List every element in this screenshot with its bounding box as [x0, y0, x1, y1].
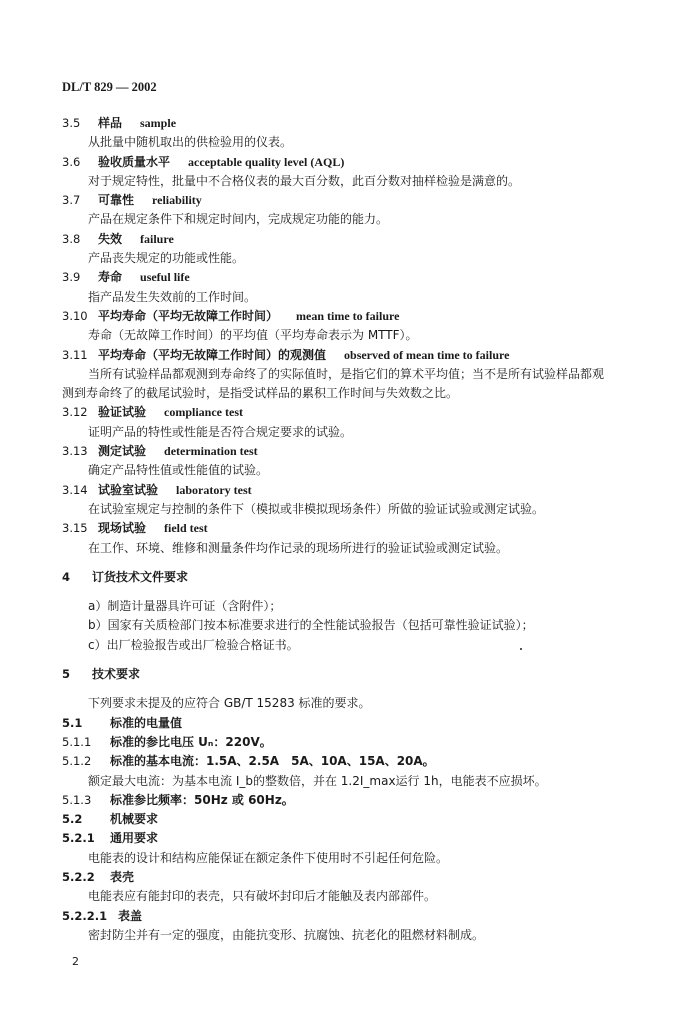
term-english: mean time to failure: [296, 308, 400, 323]
term-number: 3.12: [62, 405, 88, 420]
definition-text: 在试验室规定与控制的条件下（模拟或非模拟现场条件）所做的验证试验或测定试验。: [88, 501, 545, 516]
term-number: 3.14: [62, 482, 88, 497]
term-english: laboratory test: [176, 482, 252, 497]
definition-text: 寿命（无故障工作时间）的平均值（平均寿命表示为 MTTF）。: [88, 328, 418, 343]
term-chinese: 可靠性: [98, 193, 135, 208]
term-chinese: 寿命: [98, 270, 123, 285]
definition-text: 测到寿命终了的截尾试验时，是指受试样品的累积工作时间与失效数之比。: [62, 386, 459, 401]
term-chinese: 样品: [98, 116, 123, 130]
clause-number: 5.2: [62, 812, 83, 827]
list-item: b）国家有关质检部门按本标准要求进行的全性能试验报告（包括可靠性验证试验）；: [88, 618, 534, 633]
clause-text: 标准的参比电压 Uₙ：220V。: [110, 734, 272, 749]
clause-heading: [62, 907, 662, 926]
clause-number: 5.2.2.1: [62, 908, 108, 923]
section-3-definitions: [62, 114, 662, 558]
clause-number: 5.1: [62, 715, 83, 730]
term-number: 3.7: [62, 193, 81, 208]
definition-text: 证明产品的特性或性能是否符合规定要求的试验。: [88, 424, 353, 439]
definition-term: [62, 191, 662, 210]
definition-term: [62, 230, 662, 249]
definition-text: 产品在规定条件下和规定时间内，完成规定功能的能力。: [88, 212, 389, 227]
term-chinese: 平均寿命（平均无故障工作时间）的观测值: [98, 347, 327, 362]
clause-line: [62, 752, 662, 771]
term-english: failure: [140, 231, 174, 246]
term-number: 3.5: [62, 116, 81, 130]
term-english: acceptable quality level (AQL): [188, 154, 345, 169]
term-number: 3.11: [62, 347, 88, 362]
clause-number: 5.2.2: [62, 869, 95, 884]
document-code: DL/T 829 — 2002: [62, 80, 157, 94]
term-chinese: 试验室试验: [98, 482, 159, 497]
section-4-heading: [62, 568, 662, 587]
clause-title: 表盖: [118, 908, 143, 923]
term-number: 3.13: [62, 444, 88, 459]
definition-term: [62, 153, 662, 172]
term-number: 3.15: [62, 521, 88, 536]
term-english: sample: [140, 116, 177, 130]
section-title: 订货技术文件要求: [92, 569, 189, 584]
definition-text: 对于规定特性，批量中不合格仪表的最大百分数，此百分数对抽样检验是满意的。: [88, 173, 521, 188]
clause-number: 5.1.2: [62, 754, 92, 769]
clause-heading: [62, 810, 662, 829]
clause-title: 表壳: [110, 869, 135, 884]
clause-title: 机械要求: [110, 812, 159, 827]
term-chinese: 平均寿命（平均无故障工作时间）: [98, 308, 279, 323]
clause-line: [62, 733, 662, 752]
clause-body: 电能表应有能封印的表壳，只有破坏封印后才能触及表内部部件。: [88, 889, 437, 904]
definition-text: 当所有试验样品都观测到寿命终了的实际值时，是指它们的算术平均值；当不是所有试验样品都观: [88, 366, 605, 381]
definition-text: 在工作、环境、维修和测量条件均作记录的现场所进行的验证试验或测定试验。: [88, 540, 509, 555]
term-english: compliance test: [164, 405, 243, 420]
clause-number: 5.1.3: [62, 792, 92, 807]
section-number: 4: [62, 569, 71, 584]
term-chinese: 验收质量水平: [98, 154, 171, 169]
clause-heading: [62, 829, 662, 848]
term-english: observed of mean time to failure: [344, 347, 510, 362]
definition-text: 指产品发生失效前的工作时间。: [88, 289, 257, 304]
definition-term: [62, 442, 662, 461]
clause-title: 标准的电量值: [110, 715, 183, 730]
clause-text: 标准参比频率：50Hz 或 60Hz。: [110, 792, 294, 807]
page-number: 2: [72, 955, 79, 968]
term-number: 3.9: [62, 270, 81, 285]
definition-term: [62, 519, 662, 538]
term-number: 3.6: [62, 154, 81, 169]
clause-body: 密封防尘并有一定的强度，由能抗变形、抗腐蚀、抗老化的阻燃材料制成。: [88, 927, 485, 942]
definition-term: [62, 481, 662, 500]
list-item: a）制造计量器具许可证（含附件）；: [88, 599, 282, 614]
definition-term: [62, 268, 662, 287]
clause-line: [62, 791, 662, 810]
term-chinese: 验证试验: [98, 405, 147, 420]
clause-text: 标准的基本电流：1.5A、2.5A 5A、10A、15A、20A。: [110, 754, 435, 769]
term-english: useful life: [140, 270, 190, 285]
definition-term: [62, 114, 662, 133]
section-intro: 下列要求未提及的应符合 GB/T 15283 标准的要求。: [88, 696, 371, 711]
term-number: 3.10: [62, 308, 88, 323]
term-english: determination test: [164, 444, 258, 459]
clause-heading: [62, 868, 662, 887]
term-english: reliability: [152, 193, 202, 208]
definition-term: [62, 346, 662, 365]
definition-text: 从批量中随机取出的供检验用的仪表。: [88, 135, 293, 150]
term-chinese: 失效: [98, 231, 123, 246]
definition-term: [62, 403, 662, 422]
term-chinese: 测定试验: [98, 444, 147, 459]
term-number: 3.8: [62, 231, 81, 246]
clause-number: 5.2.1: [62, 831, 95, 846]
scan-dot: [520, 648, 522, 650]
term-english: field test: [164, 521, 208, 536]
clause-body: 电能表的设计和结构应能保证在额定条件下使用时不引起任何危险。: [88, 850, 449, 865]
definition-text: 确定产品特性值或性能值的试验。: [88, 463, 269, 478]
section-number: 5: [62, 667, 71, 682]
clause-number: 5.1.1: [62, 734, 92, 749]
list-item: c）出厂检验报告或出厂检验合格证书。: [88, 637, 299, 652]
clause-heading: [62, 714, 662, 733]
definition-text: 产品丧失规定的功能或性能。: [88, 251, 245, 266]
term-chinese: 现场试验: [98, 521, 147, 536]
section-title: 技术要求: [92, 667, 141, 682]
document-content: [62, 114, 662, 945]
section-5-heading: [62, 665, 662, 684]
clause-note: 额定最大电流：为基本电流 I_b的整数倍，并在 1.2I_max运行 1h，电能表不应损坏。: [88, 773, 547, 788]
definition-term: [62, 307, 662, 326]
clause-title: 通用要求: [110, 831, 159, 846]
